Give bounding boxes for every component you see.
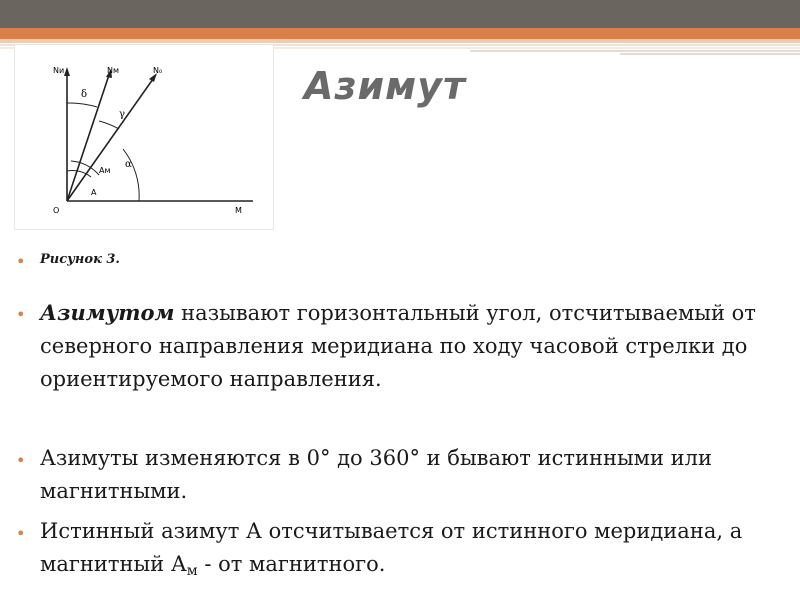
bullet-definition-text: называют горизонтальный угол, отсчитываемый от северного направления меридиана по ходу часовой стрелки до ориентируемого направления. [40, 301, 756, 391]
arc-gamma [99, 121, 119, 129]
bullet-range [40, 442, 790, 508]
bullet-true-vs-magnetic-text-b: - от магнитного. [197, 552, 386, 576]
line-magnetic-north [67, 75, 109, 201]
bullet-dot-2: • [16, 451, 26, 470]
label-origin: O [53, 206, 60, 215]
label-m: M [235, 206, 242, 215]
azimuth-diagram [14, 44, 274, 230]
label-a-true: A [91, 188, 97, 197]
arc-delta [67, 103, 97, 107]
label-n-mag: Nм [107, 66, 120, 75]
bullet-range-text: Азимуты изменяются в 0° до 360° и бывают истинными или магнитными. [40, 446, 712, 503]
bullet-dot-3: • [16, 524, 26, 543]
line-oriented-direction [67, 79, 153, 201]
arrow-true-north [64, 67, 70, 76]
bullet-true-vs-magnetic-sub: м [186, 563, 198, 579]
arc-alpha [123, 149, 139, 201]
label-alpha: α [125, 159, 132, 170]
azimuth-diagram-svg [15, 45, 273, 229]
bullet-definition [40, 296, 790, 396]
label-gamma: γ [119, 109, 125, 120]
bullet-true-vs-magnetic [40, 515, 790, 588]
figure-caption: Рисунок 3. [40, 252, 120, 267]
bullet-dot-1: • [16, 305, 26, 324]
slide-title: Азимут [304, 64, 466, 108]
bullet-true-vs-magnetic-text-a: Истинный азимут А отсчитывается от истинного меридиана, а магнитный А [40, 519, 743, 576]
bullet-definition-term: Азимутом [40, 300, 175, 325]
label-a-mag: Aм [99, 166, 111, 175]
label-n-true: Nи [53, 66, 65, 75]
label-delta: δ [81, 89, 88, 100]
header-band-dark [0, 0, 800, 28]
header-band-orange [0, 28, 800, 39]
label-n-grid: N₀ [153, 66, 163, 75]
bullet-dot-caption: • [16, 252, 26, 271]
